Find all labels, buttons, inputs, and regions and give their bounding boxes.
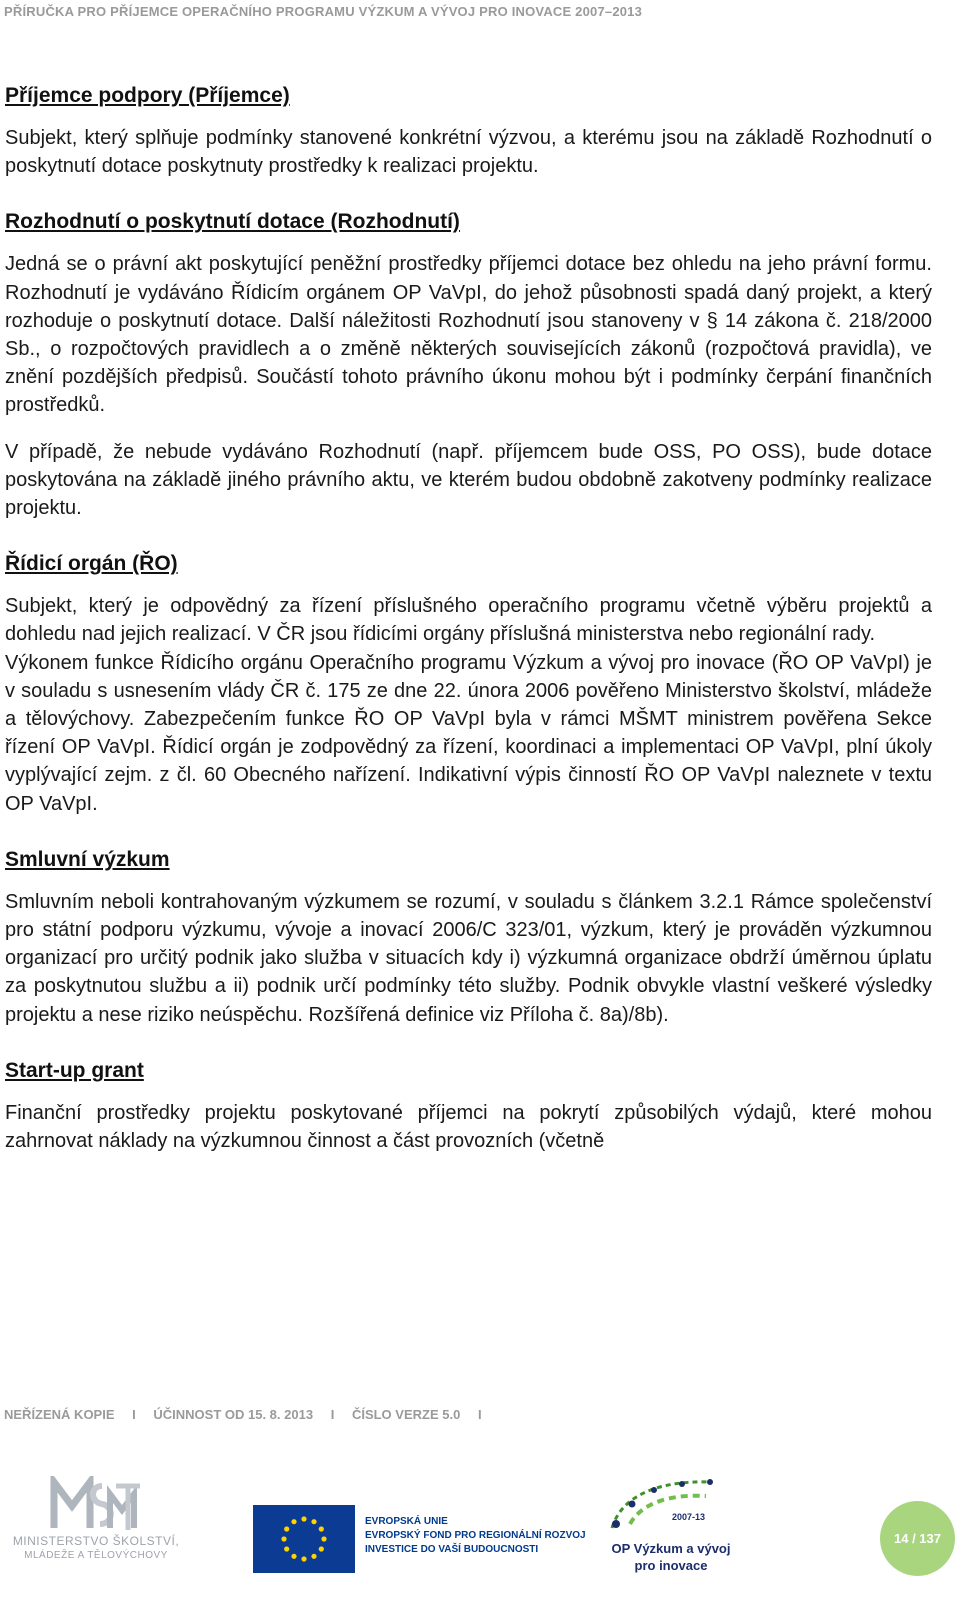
msmt-name-line2: MLÁDEŽE A TĚLOVÝCHOVY [24, 1550, 168, 1561]
paragraph: Subjekt, který je odpovědný za řízení příslušného operačního programu včetně výběru projektů a dohledu nad jejich realizací. V ČR jsou řídicími orgány příslušná ministerstva nebo regionální rady. [5, 595, 932, 646]
page-number-badge [880, 1501, 955, 1576]
section-heading: Řídicí orgán (ŘO) [5, 552, 178, 576]
op-vavpi-logo [602, 1474, 752, 1584]
paragraph: Finanční prostředky projektu poskytované příjemci na pokrytí způsobilých výdajů, které mohou zahrnovat náklady na výzkumnou činnost a část provozních (včetně [5, 1101, 932, 1153]
eu-line3: INVESTICE DO VAŠÍ BUDOUCNOSTI [365, 1544, 539, 1555]
footer-version: ČÍSLO VERZE 5.0 [351, 1407, 461, 1422]
section-heading: Start-up grant [5, 1058, 144, 1082]
op-line2: pro inovace [634, 1558, 708, 1573]
footer-separator: I [330, 1407, 335, 1422]
footer-effective: ÚČINNOST OD 15. 8. 2013 [153, 1407, 314, 1422]
paragraph: Subjekt, který splňuje podmínky stanovené konkrétní výzvou, a kterému jsou na základě Rozhodnutí o poskytnutí dotace poskytnuty prostředky k realizaci projektu. [5, 127, 932, 178]
op-line1: OP Výzkum a vývoj [611, 1541, 731, 1556]
eu-stars-icon [253, 1505, 355, 1573]
document-body [5, 82, 932, 1155]
op-vavpi-mark-icon [602, 1474, 742, 1540]
eu-line1: EVROPSKÁ UNIE [365, 1516, 448, 1527]
eu-logo [253, 1505, 586, 1575]
footer-info [4, 1407, 496, 1422]
paragraph: Výkonem funkce Řídicího orgánu Operačního programu Výzkum a vývoj pro inovace (ŘO OP VaVpI) je v souladu s usnesením vlády ČR č. 175 ze dne 22. února 2006 pověřeno Ministerstvo školství, mládeže a tělovýchovy. Zabezpečením funkce ŘO OP VaVpI byla v rámci MŠMT ministrem pověřena Sekce řízení OP VaVpI. Řídicí orgán je zodpovědný za řízení, koordinaci a implementaci OP VaVpI, plní úkoly vyplývající zejm. z čl. 60 Obecného nařízení. Indikativní výpis činností ŘO OP VaVpI naleznete v textu OP VaVpI. [5, 651, 932, 815]
eu-flag-icon [253, 1505, 355, 1573]
msmt-mark-icon [50, 1476, 142, 1532]
paragraph: Smluvním neboli kontrahovaným výzkumem se rozumí, v souladu s článkem 3.2.1 Rámce společenství pro státní podporu výzkumu, vývoje a inovací 2006/C 323/01, výzkum, který je prováděn výzkumnou organizací pro určitý podnik jako služba v situacích kdy i) výzkumná organizace obdrží úměrnou úplatu za poskytnutou službu a ii) podnik určí podmínky této služby. Podnik obvykle vlastní veškeré výsledky projektu a nese riziko neúspěchu. Rozšířená definice viz Příloha č. 8a)/8b). [5, 890, 932, 1026]
paragraph: Jedná se o právní akt poskytující peněžní prostředky příjemci dotace bez ohledu na jeho právní formu. Rozhodnutí je vydáváno Řídicím orgánem OP VaVpI, do jehož působnosti spadá daný projekt, a který rozhoduje o poskytnutí dotace. Další náležitosti Rozhodnutí jsou stanoveny v § 14 zákona č. 218/2000 Sb., o rozpočtových pravidlech a o změně některých souvisejících zákonů (rozpočtová pravidla), ve znění pozdějších předpisů. Součástí tohoto právního úkonu mohou být i podmínky čerpání finančních prostředků. [5, 253, 932, 417]
eu-text-block [365, 1515, 586, 1557]
paragraph: V případě, že nebude vydáváno Rozhodnutí (např. příjemcem bude OSS, PO OSS), bude dotace poskytována na základě jiného právního aktu, ve kterém budou obdobně zakotveny podmínky realizace projektu. [5, 440, 932, 520]
section-prijemce [5, 82, 932, 180]
footer-copy: NEŘÍZENÁ KOPIE [4, 1407, 115, 1422]
op-text-block [606, 1540, 736, 1574]
section-heading: Rozhodnutí o poskytnutí dotace (Rozhodnutí) [5, 210, 460, 234]
page-number: 14 / 137 [894, 1531, 941, 1546]
footer-separator: I [477, 1407, 482, 1422]
msmt-name-line1: MINISTERSTVO ŠKOLSTVÍ, [12, 1534, 180, 1548]
section-ridici-organ [5, 550, 932, 818]
section-heading: Smluvní výzkum [5, 847, 170, 871]
eu-line2: EVROPSKÝ FOND PRO REGIONÁLNÍ ROZVOJ [365, 1530, 586, 1541]
footer-separator: I [132, 1407, 136, 1422]
section-smluvni-vyzkum [5, 846, 932, 1029]
op-year: 2007-13 [672, 1512, 706, 1522]
running-header: PŘÍRUČKA PRO PŘÍJEMCE OPERAČNÍHO PROGRAMU VÝZKUM A VÝVOJ PRO INOVACE 2007–2013 [4, 4, 643, 19]
section-start-up-grant [5, 1057, 932, 1155]
section-rozhodnuti [5, 208, 932, 522]
section-heading: Příjemce podpory (Příjemce) [5, 84, 290, 107]
msmt-logo [6, 1476, 186, 1566]
